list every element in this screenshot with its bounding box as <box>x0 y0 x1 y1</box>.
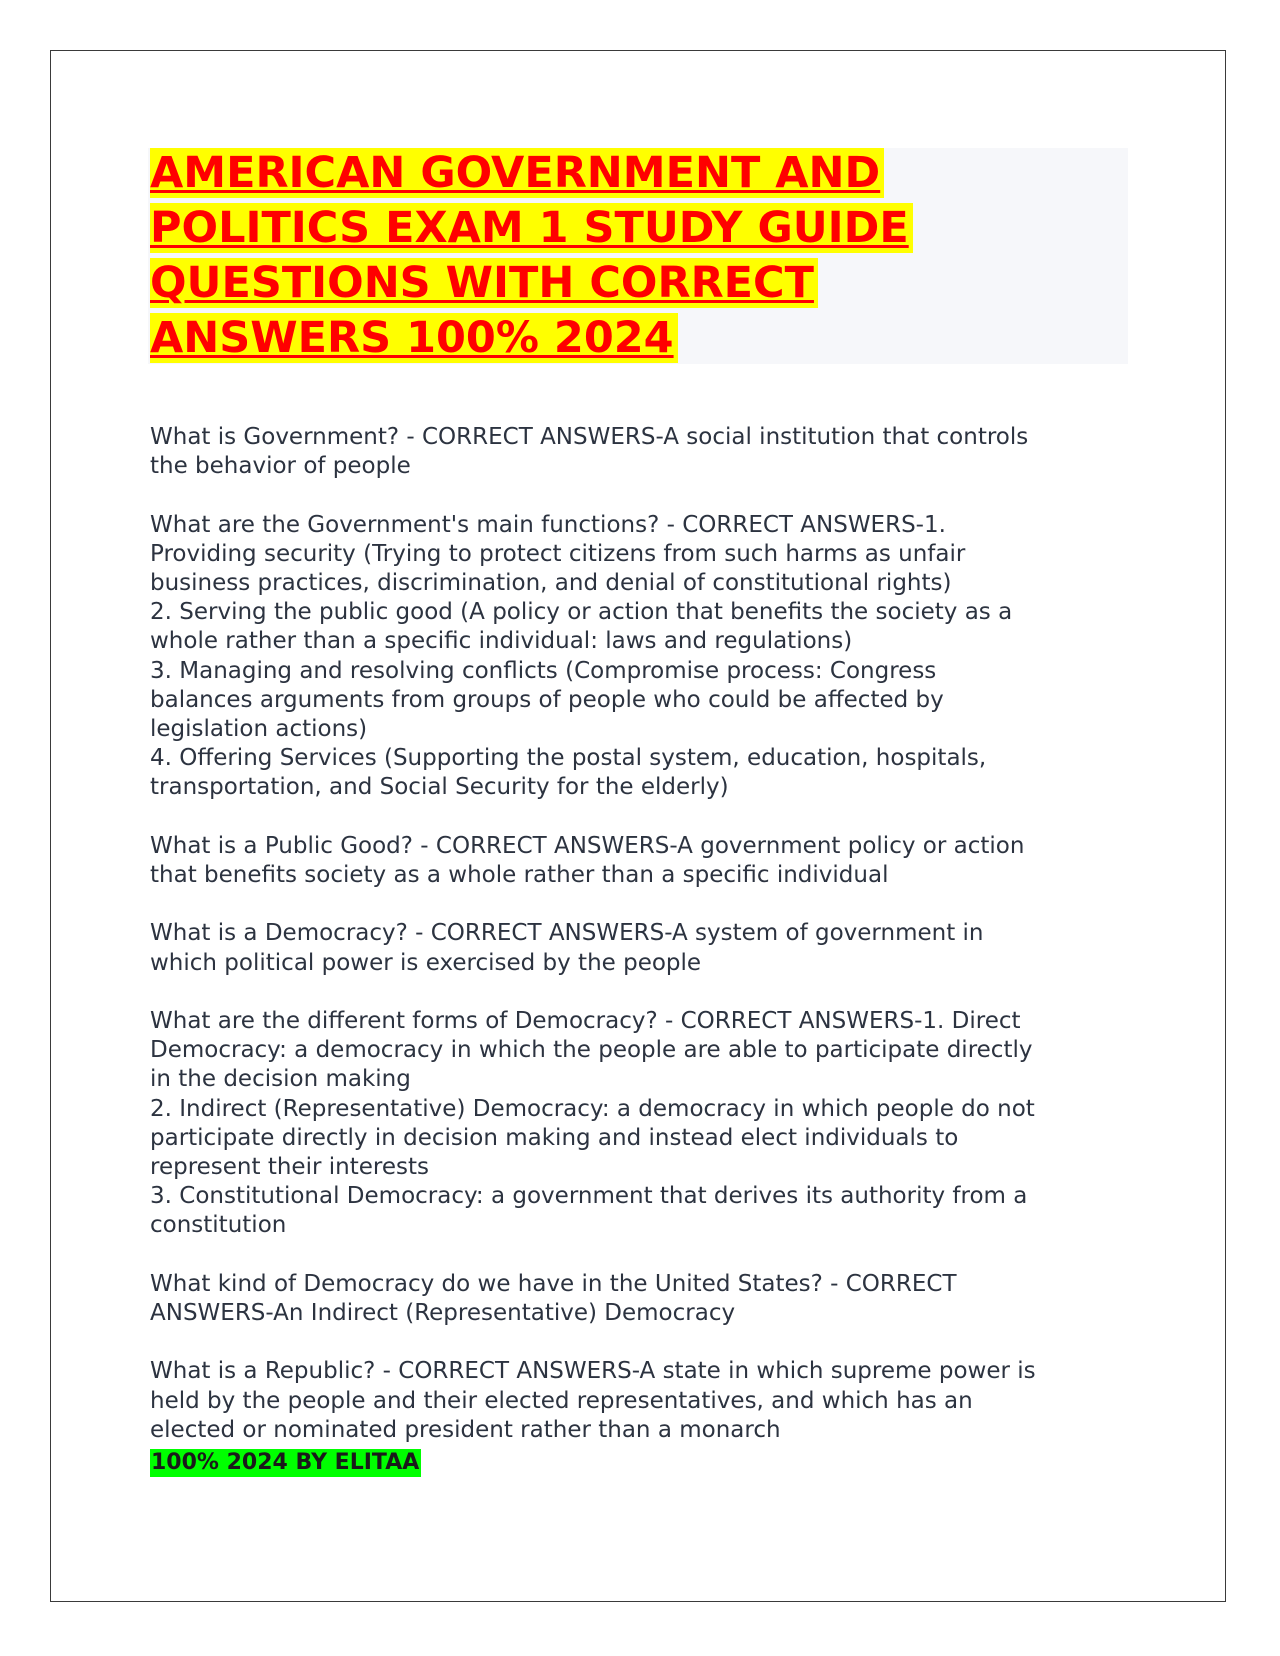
paragraph-line: represent their interests <box>150 1154 429 1181</box>
paragraph-line: What is Government? - CORRECT ANSWERS-A social institution that controls <box>150 424 1029 450</box>
paragraph-line: Democracy: a democracy in which the people are able to participate directly <box>150 1037 1033 1064</box>
paragraph-line: legislation actions) <box>150 716 368 743</box>
qa-paragraph-public-good <box>150 832 1130 890</box>
paragraph-line: What is a Public Good? - CORRECT ANSWERS-A government policy or action <box>150 832 1025 859</box>
paragraph-line: business practices, discrimination, and denial of constitutional rights) <box>150 570 952 596</box>
title-line: ANSWERS 100% 2024 <box>150 311 1110 366</box>
title-line: QUESTIONS WITH CORRECT <box>150 256 1110 311</box>
paragraph-line: What is a Republic? - CORRECT ANSWERS-A state in which supreme power is <box>150 1358 1036 1385</box>
paragraph-line: held by the people and their elected representatives, and which has an <box>150 1387 973 1414</box>
title-line: AMERICAN GOVERNMENT AND <box>150 146 1110 201</box>
paragraph-line: constitution <box>150 1212 287 1239</box>
paragraph-line: 4. Offering Services (Supporting the postal system, education, hospitals, <box>150 745 987 772</box>
paragraph-line: in the decision making <box>150 1066 411 1093</box>
qa-paragraph-forms-of-democracy <box>150 1007 1130 1241</box>
paragraph-line: 2. Indirect (Representative) Democracy: a democracy in which people do not <box>150 1095 1035 1122</box>
paragraph-line: What is a Democracy? - CORRECT ANSWERS-A system of government in <box>150 920 984 947</box>
paragraph-line: What are the different forms of Democracy? - CORRECT ANSWERS-1. Direct <box>150 1008 1021 1034</box>
qa-paragraph-republic <box>150 1357 1130 1445</box>
author-badge: 100% 2024 BY ELITAA <box>151 1450 420 1475</box>
document-title <box>150 146 1110 366</box>
qa-paragraph-government-functions <box>150 511 1130 803</box>
paragraph-line: What kind of Democracy do we have in the United States? - CORRECT <box>150 1270 957 1297</box>
paragraph-line: whole rather than a specific individual: laws and regulations) <box>150 628 853 655</box>
paragraph-line: Providing security (Trying to protect citizens from such harms as unfair <box>150 540 966 567</box>
paragraph-line: ANSWERS-An Indirect (Representative) Democracy <box>150 1300 736 1327</box>
paragraph-line: that benefits society as a whole rather than a specific individual <box>150 862 889 889</box>
paragraph-line: 3. Constitutional Democracy: a government that derives its authority from a <box>150 1183 1028 1210</box>
qa-paragraph-us-democracy <box>150 1270 1130 1328</box>
paragraph-line: transportation, and Social Security for the elderly) <box>150 774 729 801</box>
title-line: POLITICS EXAM 1 STUDY GUIDE <box>150 201 1110 256</box>
paragraph-line: participate directly in decision making and instead elect individuals to <box>150 1124 959 1151</box>
paragraph-line: the behavior of people <box>150 453 411 480</box>
qa-paragraph-government <box>150 423 1130 481</box>
paragraph-line: elected or nominated president rather than a monarch <box>150 1416 781 1443</box>
paragraph-line: balances arguments from groups of people who could be affected by <box>150 686 944 713</box>
paragraph-line: 3. Managing and resolving conflicts (Compromise process: Congress <box>150 657 937 684</box>
paragraph-line: 2. Serving the public good (A policy or action that benefits the society as a <box>150 599 1013 626</box>
qa-paragraph-democracy <box>150 919 1130 977</box>
paragraph-line: What are the Government's main functions? - CORRECT ANSWERS-1. <box>150 511 946 538</box>
document-body <box>150 423 1130 1474</box>
paragraph-line: which political power is exercised by the people <box>150 949 702 976</box>
